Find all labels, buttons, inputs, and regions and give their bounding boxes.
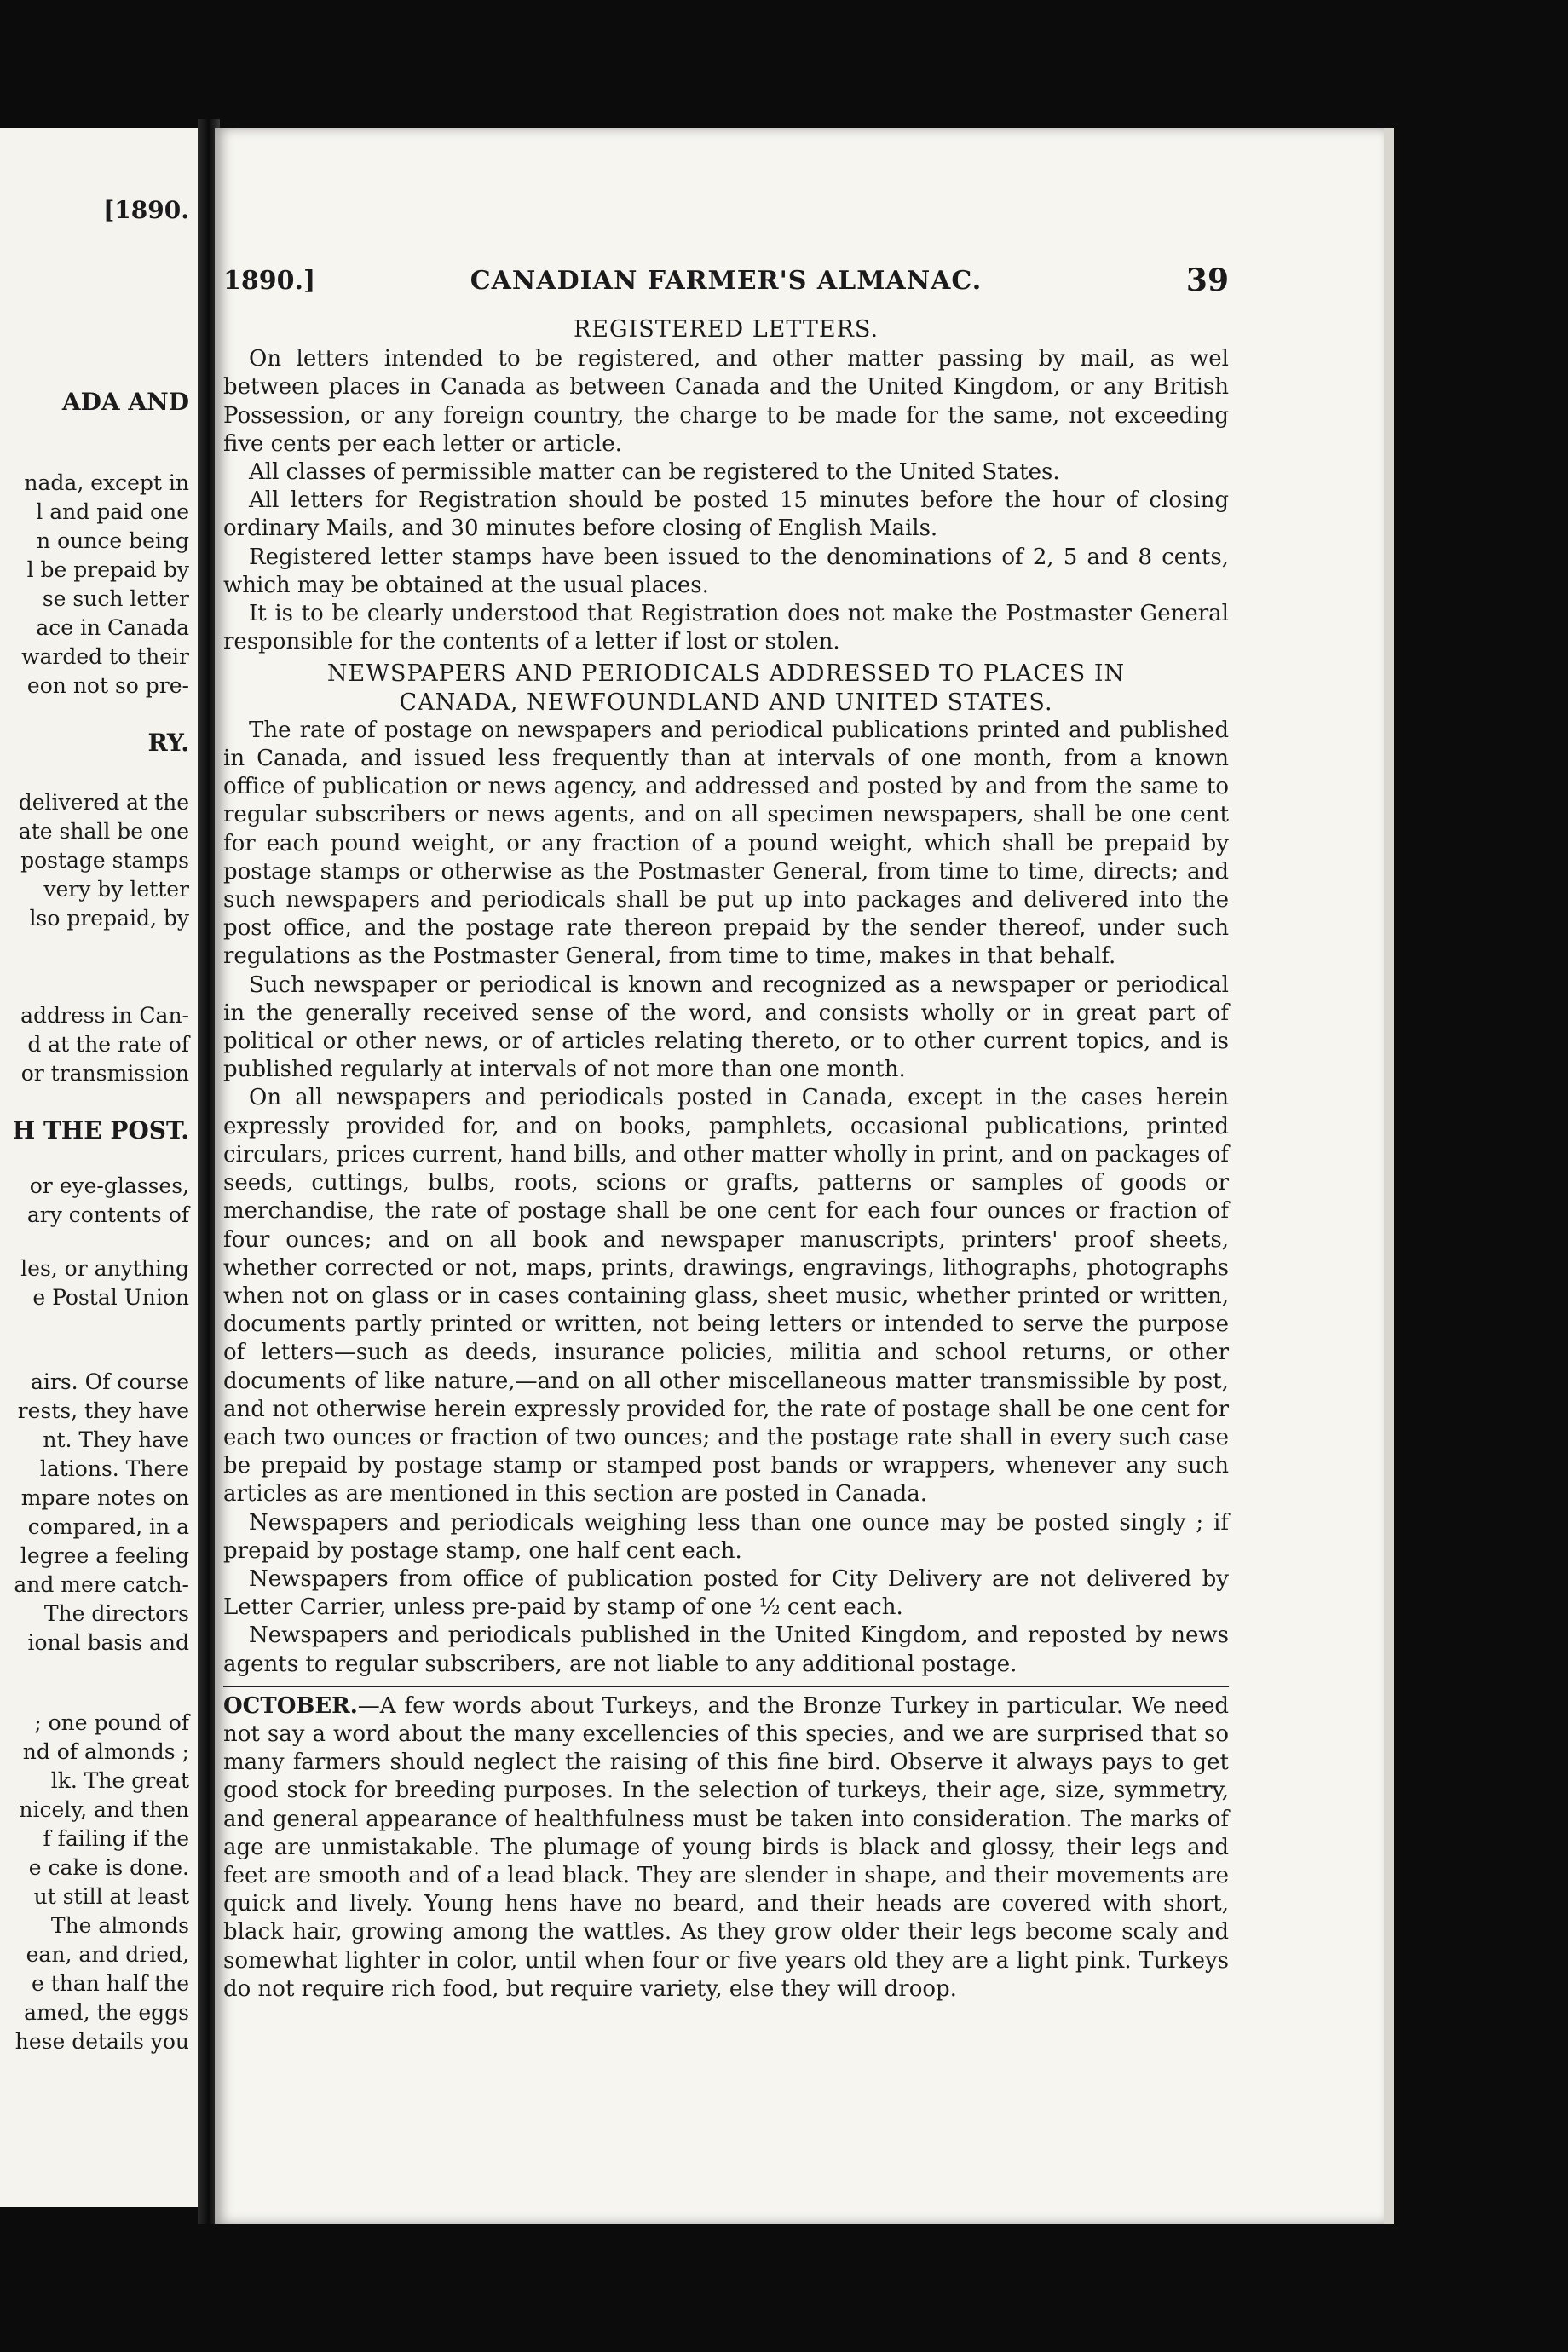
facing-page-line: n ounce being bbox=[37, 528, 189, 553]
facing-page-line: The directors bbox=[43, 1601, 189, 1626]
facing-page-line: hese details you bbox=[14, 2029, 189, 2054]
facing-page-line: rests, they have bbox=[17, 1398, 189, 1423]
facing-page-line: airs. Of course bbox=[31, 1369, 189, 1394]
facing-page-line: ary contents of bbox=[26, 1202, 189, 1227]
facing-page-line: lso prepaid, by bbox=[29, 906, 189, 931]
facing-page-line: ace in Canada bbox=[36, 615, 189, 640]
facing-page-line: RY. bbox=[147, 729, 189, 757]
facing-page-line: ADA AND bbox=[61, 388, 189, 416]
header-title: CANADIAN FARMER'S ALMANAC. bbox=[470, 266, 983, 296]
facing-page-line: nt. They have bbox=[43, 1427, 189, 1452]
facing-page-line: ut still at least bbox=[33, 1884, 189, 1909]
facing-page-line: legree a feeling bbox=[20, 1543, 189, 1568]
facing-page-line: delivered at the bbox=[18, 790, 189, 815]
page-content bbox=[223, 315, 1229, 2003]
facing-page-line: warded to their bbox=[21, 644, 189, 669]
facing-page-line: mpare notes on bbox=[20, 1485, 189, 1510]
october-label: OCTOBER. bbox=[223, 1692, 358, 1719]
october-text: —A few words about Turkeys, and the Bronze Turkey in particular. We need not say a word about the many excellencies of this species, and we are surprised that so many farmers should neglect the raising of this fine bird. Observe it always pays to get good stock for breeding purposes. In the selection of turkeys, their age, size, symmetry, and general appearance of healthfulness must be taken into consideration. The marks of age are unmistakable. The plumage of young birds is black and glossy, their legs and feet are smooth and of a lead black. They are slender in shape, and their movements are quick and lively. Young hens have no beard, and their heads are covered with short, black hair, growing among the wattles. As they grow older their legs become scaly and somewhat lighter in color, until when four or five years old they are a light pink. Turkeys do not require rich food, but require variety, else they will droop. bbox=[223, 1692, 1229, 2002]
section-title-registered: REGISTERED LETTERS. bbox=[573, 316, 879, 343]
facing-page-line: and mere catch- bbox=[14, 1572, 189, 1597]
section-title-newspapers-line2: CANADA, NEWFOUNDLAND AND UNITED STATES. bbox=[399, 689, 1053, 716]
facing-page-line: eon not so pre- bbox=[26, 673, 189, 698]
page-edge bbox=[1384, 128, 1394, 2224]
facing-page-line: ional basis and bbox=[27, 1630, 189, 1655]
facing-page-line: se such letter bbox=[42, 586, 189, 611]
paragraph: Newspapers and periodicals published in the United Kingdom, and reposted by news agents to regular subscribers, are not liable to any additional postage. bbox=[223, 1623, 1229, 1677]
header-year: 1890.] bbox=[223, 266, 316, 296]
facing-page-line: nd of almonds ; bbox=[22, 1739, 189, 1764]
facing-page-line: very by letter bbox=[43, 877, 189, 902]
running-head bbox=[223, 262, 1229, 300]
paragraph: Such newspaper or periodical is known and recognized as a newspaper or periodical in the generally received sense of the word, and consists wholly or in great part of political or other news, or of articles relating thereto, or to other current topics, and is published regularly at intervals of not more than one month. bbox=[223, 971, 1229, 1083]
facing-page-line: lk. The great bbox=[50, 1768, 189, 1793]
facing-page-line: postage stamps bbox=[20, 848, 189, 873]
facing-page-line: lations. There bbox=[39, 1456, 189, 1481]
paragraph: All letters for Registration should be posted 15 minutes before the hour of closing ordinary Mails, and 30 minutes before closing of English Mails. bbox=[223, 487, 1229, 542]
facing-page-line: [1890. bbox=[103, 196, 189, 224]
paragraph: Newspapers and periodicals weighing less than one ounce may be posted singly ; if prepaid by postage stamp, one half cent each. bbox=[223, 1509, 1229, 1564]
facing-page-line: nada, except in bbox=[24, 470, 189, 495]
section-title-newspapers-line1: NEWSPAPERS AND PERIODICALS ADDRESSED TO PLACES IN bbox=[326, 660, 1126, 688]
facing-page-line: ean, and dried, bbox=[26, 1942, 189, 1967]
facing-page-line: l be prepaid by bbox=[26, 557, 189, 582]
facing-page-line: e than half the bbox=[32, 1971, 189, 1996]
facing-page bbox=[0, 128, 198, 2207]
facing-page-line: les, or anything bbox=[20, 1256, 189, 1281]
october-paragraph bbox=[223, 1692, 1229, 2003]
page-number: 39 bbox=[1185, 262, 1229, 298]
facing-page-line: f failing if the bbox=[43, 1826, 189, 1851]
facing-page-line: nicely, and then bbox=[19, 1797, 189, 1822]
facing-page-line: compared, in a bbox=[27, 1514, 189, 1539]
facing-page-line: ; one pound of bbox=[34, 1710, 189, 1735]
section-divider bbox=[223, 1686, 1229, 1687]
paragraph: All classes of permissible matter can be registered to the United States. bbox=[249, 459, 1060, 486]
facing-page-line: l and paid one bbox=[36, 499, 189, 524]
facing-page-line: or eye-glasses, bbox=[29, 1173, 189, 1198]
facing-page-line: e cake is done. bbox=[28, 1855, 189, 1880]
almanac-page bbox=[215, 128, 1384, 2224]
facing-page-line: amed, the eggs bbox=[24, 2000, 189, 2025]
facing-page-line: or transmission bbox=[20, 1061, 189, 1086]
facing-page-line: H THE POST. bbox=[12, 1116, 189, 1144]
paragraph: The rate of postage on newspapers and periodical publications printed and published in Canada, and issued less frequently than at intervals of one month, from a known office of publication or news agency, and addressed and posted by and from the same to regular subscribers or news agents, and on all specimen newspapers, shall be one cent for each pound weight, or any fraction of a pound weight, which shall be prepaid by postage stamps or otherwise as the Postmaster General, from time to time, directs; and such newspapers and periodicals shall be put up into packages and delivered into the post office, and the postage rate thereon prepaid by the sender thereof, under such regulations as the Postmaster General, from time to time, makes in that behalf. bbox=[223, 717, 1229, 970]
facing-page-line: address in Can- bbox=[20, 1003, 189, 1028]
facing-page-line: e Postal Union bbox=[32, 1285, 189, 1310]
facing-page-line: d at the rate of bbox=[27, 1032, 189, 1057]
paragraph: On letters intended to be registered, and other matter passing by mail, as wel between places in Canada as between Canada and the United Kingdom, or any British Possession, or any foreign country, the charge to be made for the same, not exceeding five cents per each letter or article. bbox=[223, 346, 1229, 457]
facing-page-line: ate shall be one bbox=[18, 819, 189, 844]
paragraph: Newspapers from office of publication posted for City Delivery are not delivered by Letter Carrier, unless pre-paid by stamp of one ½ cent each. bbox=[223, 1565, 1229, 1621]
paragraph: It is to be clearly understood that Registration does not make the Postmaster General responsible for the contents of a letter if lost or stolen. bbox=[223, 601, 1229, 655]
paragraph: Registered letter stamps have been issued to the denominations of 2, 5 and 8 cents, which may be obtained at the usual places. bbox=[223, 544, 1229, 598]
paragraph: On all newspapers and periodicals posted in Canada, except in the cases herein expressly provided for, and on books, pamphlets, occasional publications, printed circulars, prices current, hand bills, and other matter wholly in print, and on packages of seeds, cuttings, bulbs, roots, scions or grafts, patterns or samples of goods or merchandise, the rate of postage shall be one cent for each four ounces or fraction of four ounces; and on all book and newspaper manuscripts, printers' proof sheets, whether corrected or not, maps, prints, drawings, engravings, lithographs, photographs when not on glass or in cases containing glass, sheet music, whether printed or written, documents partly printed or written, not being letters or intended to serve the purpose of letters—such as deeds, insurance policies, militia and school returns, or other documents of like nature,—and on all other miscellaneous matter transmissible by post, and not otherwise herein expressly provided for, the rate of postage shall be one cent for each two ounces or fraction of two ounces; and the postage rate shall in every such case be prepaid by postage stamp or stamped post bands or wrappers, whenever any such articles as are mentioned in this section are posted in Canada. bbox=[223, 1085, 1229, 1507]
facing-page-line: The almonds bbox=[50, 1913, 189, 1938]
